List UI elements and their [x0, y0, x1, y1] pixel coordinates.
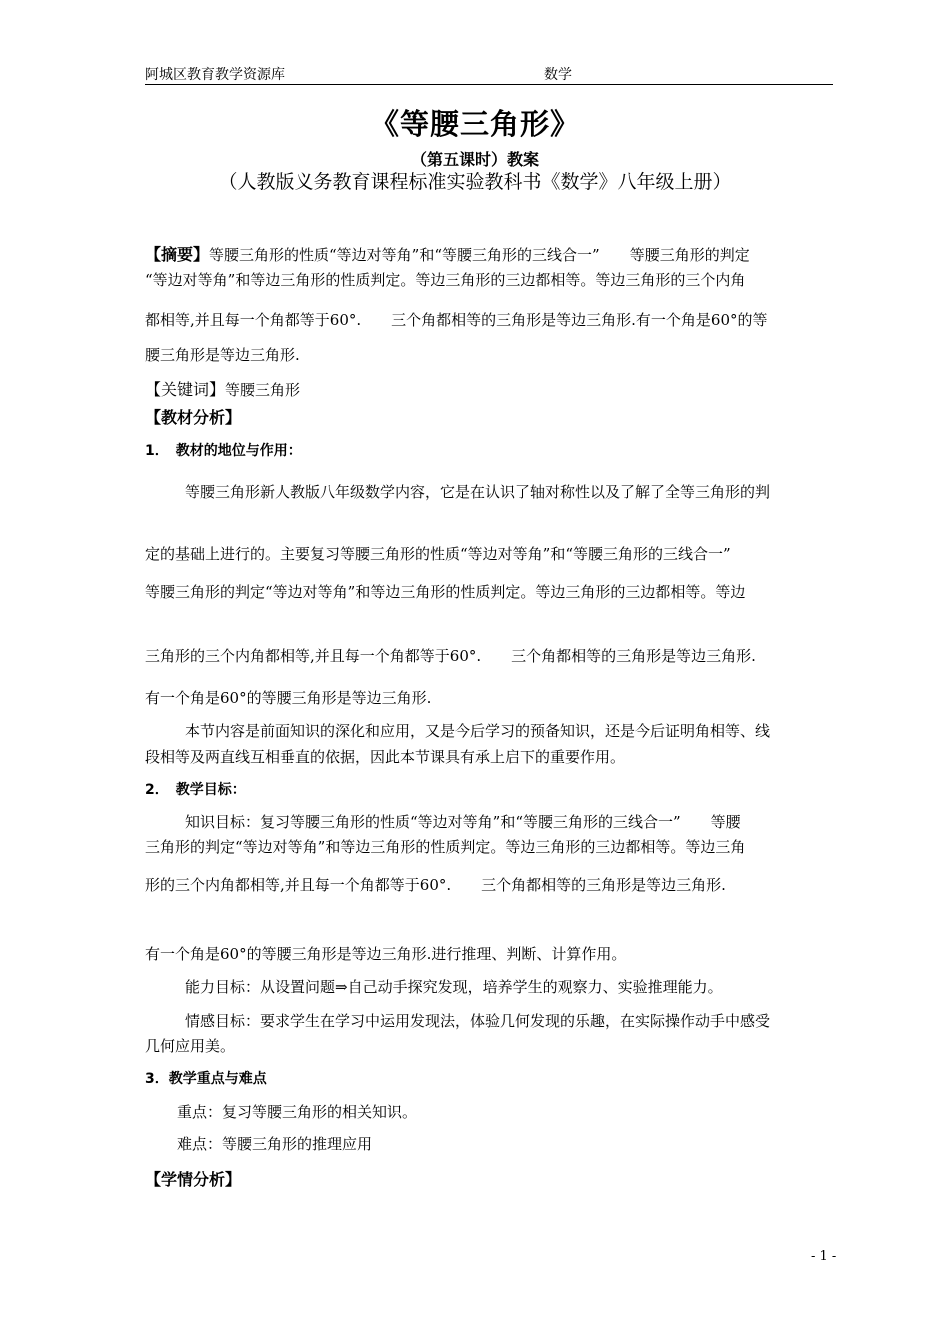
abstract-label: 【摘要】 [145, 245, 210, 264]
item2-line-3: 形的三个内角都相等,并且每一个角都等于60°. 三个角都相等的三角形是等边三角形. [145, 876, 726, 894]
item2-line-2: 三角形的判定“等边对等角”和等边三角形的性质判定。等边三角形的三边都相等。等边三角 [145, 838, 746, 856]
item1-line-1: 等腰三角形新人教版八年级数学内容，它是在认识了轴对称性以及了解了全等三角形的判 [185, 483, 771, 501]
header-rule [145, 84, 833, 85]
keywords-label: 【关键词】 [145, 380, 226, 399]
header-center: 数学 [544, 67, 572, 83]
item1-line-5: 有一个角是60°的等腰三角形是等边三角形. [145, 689, 432, 707]
item1-line-3: 等腰三角形的判定“等边对等角”和等边三角形的性质判定。等边三角形的三边都相等。等边 [145, 583, 746, 601]
item2-title: 2． 教学目标： [145, 782, 246, 798]
document-subtitle: （第五课时）教案 [410, 150, 539, 169]
student-analysis-heading: 【学情分析】 [145, 1170, 242, 1189]
abstract-line-3: 都相等,并且每一个角都等于60°. 三个角都相等的三角形是等边三角形.有一个角是60°的等 [145, 311, 768, 329]
item1-line-7: 段相等及两直线互相垂直的依据，因此本节课具有承上启下的重要作用。 [145, 748, 626, 766]
keywords-line [145, 377, 300, 400]
abstract-line-4: 腰三角形是等边三角形. [145, 346, 300, 364]
item1-title: 1． 教材的地位与作用： [145, 443, 302, 459]
item2-line-7: 几何应用美。 [145, 1037, 236, 1055]
item1-line-4: 三角形的三个内角都相等,并且每一个角都等于60°. 三个角都相等的三角形是等边三角形. [145, 647, 756, 665]
item2-line-6: 情感目标：要求学生在学习中运用发现法，体验几何发现的乐趣，在实际操作动手中感受 [185, 1012, 771, 1030]
analysis-heading: 【教材分析】 [145, 408, 242, 427]
item3-difficult-point: 难点：等腰三角形的推理应用 [177, 1135, 373, 1153]
abstract-line-2: “等边对等角”和等边三角形的性质判定。等边三角形的三边都相等。等边三角形的三个内角 [145, 271, 746, 289]
item2-line-1: 知识目标：复习等腰三角形的性质“等边对等角”和“等腰三角形的三线合一” 等腰 [185, 813, 741, 831]
abstract-line-1: 【摘要】等腰三角形的性质“等边对等角”和“等腰三角形的三线合一” 等腰三角形的判定 [145, 245, 750, 264]
item2-line-4: 有一个角是60°的等腰三角形是等边三角形.进行推理、判断、计算作用。 [145, 945, 627, 963]
item3-title: 3．教学重点与难点 [145, 1071, 267, 1087]
item1-line-2: 定的基础上进行的。主要复习等腰三角形的性质“等边对等角”和“等腰三角形的三线合一” [145, 545, 731, 563]
item3-key-point: 重点：复习等腰三角形的相关知识。 [177, 1103, 418, 1121]
item2-line-5: 能力目标：从设置问题⇒自己动手探究发现，培养学生的观察力、实验推理能力。 [185, 978, 723, 996]
page-number: - 1 - [811, 1249, 837, 1264]
item1-line-6: 本节内容是前面知识的深化和应用，又是今后学习的预备知识，还是今后证明角相等、线 [185, 722, 771, 740]
header-left: 阿城区教育教学资源库 [145, 67, 285, 83]
keywords-text: 等腰三角形 [225, 381, 301, 399]
document-source: （人教版义务教育课程标准实验教科书《数学》八年级上册） [218, 171, 732, 193]
document-title: 《等腰三角形》 [369, 107, 580, 141]
